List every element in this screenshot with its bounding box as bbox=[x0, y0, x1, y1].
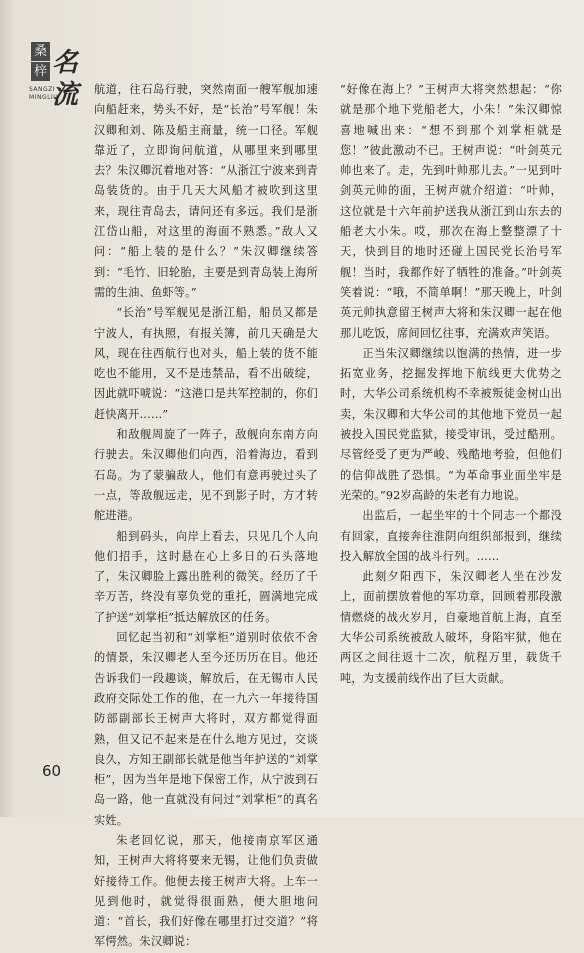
logo-box-char-1: 桑 bbox=[31, 42, 50, 61]
column-logo bbox=[14, 22, 86, 122]
paragraph: 和敌舰周旋了一阵子，敌舰向东南方向行驶去。朱汉卿他们向西，沿着海边，看到石岛。为了蒙骗敌人，他们有意再驶过头了一点，等敌舰远走，见不到影子时，方才转舵进港。 bbox=[94, 428, 318, 523]
page-number: 60 bbox=[42, 762, 62, 780]
left-text-column bbox=[94, 80, 318, 953]
paragraph: 出监后，一起坐牢的十个同志一个都没有回家，直接奔往淮阴向组织部报到，继续投入解放全国的战斗行列。…… bbox=[340, 509, 562, 563]
paragraph: 朱老回忆说，那天，他接南京军区通知，王树声大将将要来无锡，让他们负责做好接待工作。他便去接王树声大将。上车一见到他时，就觉得很面熟，便大胆地问道：“首长，我们好像在哪里打过交道？”将军愕然。朱汉卿说： bbox=[94, 833, 318, 949]
paragraph: “好像在海上？”王树声大将突然想起：“你就是那个地下党船老大，小朱！”朱汉卿惊喜地喊出来：“想不到那个刘掌柜就是您！”彼此激动不已。王树声说：“叶剑英元帅也来了。走，先到叶帅那儿去。”一见到叶剑英元帅的面，王树声就介绍道：“叶帅，这位就是十六年前护送我从浙江到山东去的船老大小朱。哎，那次在海上整整漂了十天，快到目的地时还碰上国民党长治号军舰！当时，我都作好了牺牲的准备。”叶剑英笑着说：“哦，不简单啊！”那天晚上，叶剑英元帅执意留王树声大将和朱汉卿一起在他那儿吃饭，席间回忆往事，充满欢声笑语。 bbox=[340, 83, 562, 340]
logo-pinyin-2: MINGLIU bbox=[29, 94, 59, 101]
logo-big-char-2: 流 bbox=[52, 80, 79, 110]
logo-big-char-1: 名 bbox=[52, 48, 79, 78]
paragraph: 正当朱汉卿继续以饱满的热情，进一步拓宽业务，挖掘发挥地下航线更大优势之时，大华公司系统机构不幸被叛徒金树山出卖，朱汉卿和大华公司的其他地下党员一起被投入国民党监狱，接受审讯，受过酷刑。尽管经受了更为严峻、残酷地考验，但他们的信仰战胜了恐惧。“为革命事业面坐牢是光荣的。”92岁高龄的朱老有力地说。 bbox=[340, 346, 562, 502]
paragraph: 回忆起当初和“刘掌柜”道别时依依不舍的情景，朱汉卿老人至今还历历在目。他还告诉我们一段趣谈，解放后，在无锡市人民政府交际处工作的他，在一九六一年接待国防部副部长王树声大将时，双方都觉得面熟，但又记不起来是在什么地方见过，交谈良久，方知王副部长就是他当年护送的“刘掌柜”，因为当年是地下保密工作，从宁波到石岛一路，他一直就没有问过“刘掌柜”的真名实姓。 bbox=[94, 631, 318, 827]
paragraph: 船到码头，向岸上看去，只见几个人向他们招手，这时悬在心上多日的石头落地了，朱汉卿脸上露出胜利的微笑。经历了千辛万苦，终没有辜负党的重托，圆满地完成了护送“刘掌柜”抵达解放区的任务。 bbox=[94, 529, 318, 624]
logo-pinyin-1: SANGZI bbox=[29, 86, 56, 93]
right-text-column bbox=[340, 80, 562, 689]
paragraph: 航道，往石岛行驶，突然南面一艘军舰加速向船赶来，势头不好，是“长治”号军舰！朱汉卿和刘、陈及船主商量，统一口径。军舰靠近了，立即询问航道，从哪里来到哪里去？朱汉卿沉着地对答：“从浙江宁波来到青岛装货的。由于几天大风船才被吹到这里来，现往青岛去，请问还有多远。我们是浙江岱山船，对这里的海面不熟悉。”敌人又问：“船上装的是什么？”朱汉卿继续答到：“毛竹、旧轮胎，主要是到青岛装上海所需的生油、鱼虾等。” bbox=[94, 83, 318, 299]
logo-box-char-2: 梓 bbox=[31, 62, 50, 81]
page-gutter-shadow bbox=[0, 0, 14, 817]
paragraph: 此刻夕阳西下，朱汉卿老人坐在沙发上，面前摆放着他的军功章，回顾着那段激情燃烧的战火岁月，自豪地首航上海，直至大华公司系统被敌人破坏，身陷牢狱，他在两区之间往返十二次，航程万里，载货千吨，为支援前线作出了巨大贡献。 bbox=[340, 570, 562, 685]
paragraph: “长治”号军舰见是浙江船，船员又都是宁波人，有执照，有报关簿，前几天确是大风，现在往西航行也对头，船上装的货不能吃也不能用，又不是违禁品，看不出破绽，因此就吓唬说：“这港口是共军控制的，你们赶快离开……” bbox=[94, 306, 318, 421]
